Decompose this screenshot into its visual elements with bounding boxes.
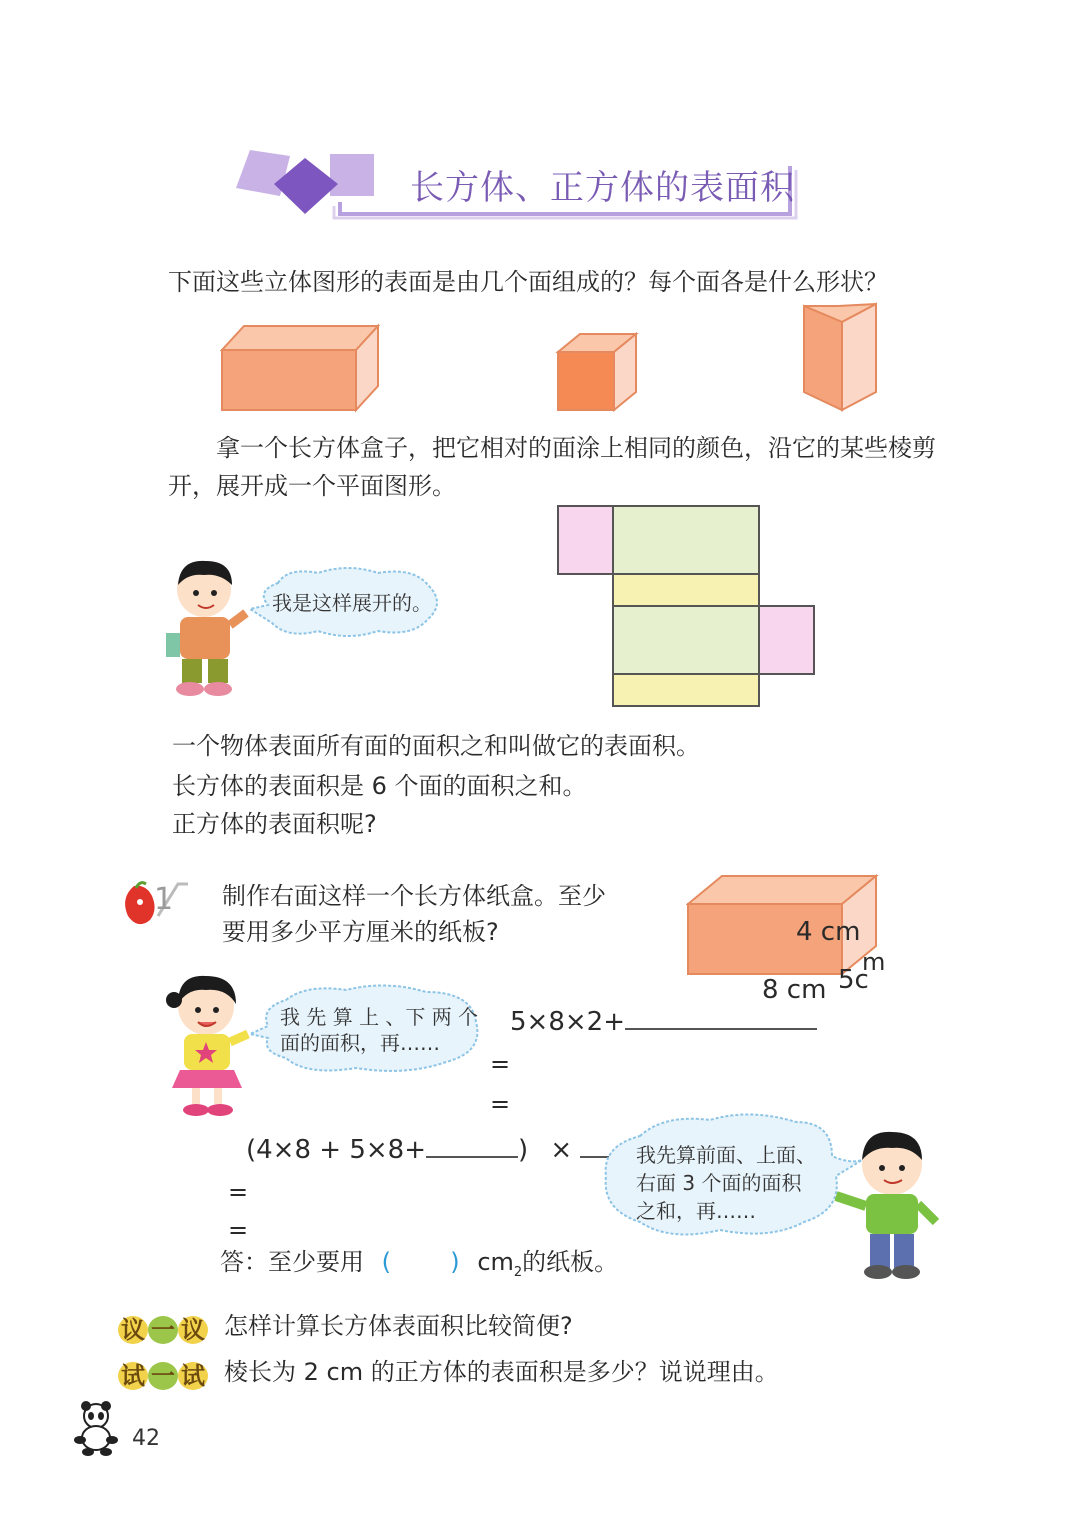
method1-equals-2: = <box>490 1090 511 1118</box>
discuss-badge-char-2: 一 <box>148 1316 178 1344</box>
try-badge <box>118 1356 208 1391</box>
discuss-text: 怎样计算长方体表面积比较简便? <box>224 1312 573 1340</box>
girl-figure <box>164 970 254 1120</box>
instruction-line-2: 开，展开成一个平面图形。 <box>168 472 456 500</box>
answer-paren-open: ( <box>381 1248 392 1276</box>
intro-question: 下面这些立体图形的表面是由几个面组成的？每个面各是什么形状？ <box>168 268 888 296</box>
dimension-height: 4 cm <box>796 917 861 947</box>
method2-blank-inner[interactable] <box>426 1156 518 1158</box>
cube-shape <box>558 334 636 410</box>
dimension-length: 8 cm <box>762 975 827 1005</box>
dimension-depth-a: 5c <box>838 965 869 995</box>
prism-shape <box>804 304 876 410</box>
dimension-depth-b: m <box>862 948 886 976</box>
exercise-number: 1 <box>154 882 174 917</box>
method1-expression <box>510 1004 817 1040</box>
method1-blank[interactable] <box>625 1028 817 1030</box>
method2-equals-2: = <box>228 1216 249 1244</box>
panda-icon <box>72 1400 124 1456</box>
method2-expr-close: ) <box>517 1135 529 1165</box>
girl-bubble-line-1: 我 先 算 上 、下 两 个 <box>280 1005 479 1029</box>
boy2-bubble-line-2: 右面 3 个面的面积 <box>636 1171 802 1195</box>
exercise-line-2: 要用多少平方厘米的纸板? <box>222 918 499 946</box>
page-number: 42 <box>132 1426 160 1451</box>
boy2-bubble-line-3: 之和，再…… <box>636 1199 756 1223</box>
discuss-badge-char-1: 议 <box>118 1316 148 1344</box>
boy2-bubble-line-1: 我先算前面、上面、 <box>636 1143 816 1167</box>
boy-figure <box>160 555 250 700</box>
exercise-line-1: 制作右面这样一个长方体纸盒。至少 <box>222 882 606 910</box>
cuboid-shape <box>222 326 378 410</box>
definition-line-2: 长方体的表面积是 6 个面的面积之和。 <box>172 772 587 800</box>
try-badge-char-3: 试 <box>178 1362 208 1390</box>
discuss-badge-char-3: 议 <box>178 1316 208 1344</box>
girl-bubble-line-2: 面的面积，再…… <box>280 1031 440 1055</box>
try-badge-char-1: 试 <box>118 1362 148 1390</box>
answer-suffix: 的纸板。 <box>522 1248 619 1276</box>
boy2-figure <box>826 1126 946 1280</box>
boy-bubble-text: 我是这样展开的。 <box>272 591 432 615</box>
answer-paren-close: ) <box>450 1248 460 1276</box>
try-badge-char-2: 一 <box>148 1362 178 1390</box>
method1-equals-1: = <box>490 1050 511 1078</box>
discuss-badge <box>118 1310 208 1345</box>
answer-prefix: 答：至少要用 <box>220 1248 364 1276</box>
try-text: 棱长为 2 cm 的正方体的表面积是多少？说说理由。 <box>224 1358 779 1386</box>
method2-expr-open: (4×8 + 5×8+ <box>246 1135 426 1165</box>
method2-times: × <box>550 1135 573 1165</box>
definition-line-1: 一个物体表面所有面的面积之和叫做它的表面积。 <box>172 732 700 760</box>
page-title: 长方体、正方体的表面积 <box>410 168 795 208</box>
answer-line <box>220 1244 618 1291</box>
solid-shapes <box>210 300 890 420</box>
definition-line-3: 正方体的表面积呢? <box>172 810 377 838</box>
method2-expression <box>246 1132 628 1168</box>
instruction-line-1: 拿一个长方体盒子，把它相对的面涂上相同的颜色，沿它的某些棱剪 <box>216 434 936 462</box>
answer-unit-exponent: 2 <box>513 1264 523 1280</box>
unfolded-net <box>556 504 820 710</box>
answer-unit: cm <box>477 1248 514 1276</box>
method1-expr-text: 5×8×2+ <box>510 1007 625 1037</box>
method2-equals-1: = <box>228 1178 249 1206</box>
